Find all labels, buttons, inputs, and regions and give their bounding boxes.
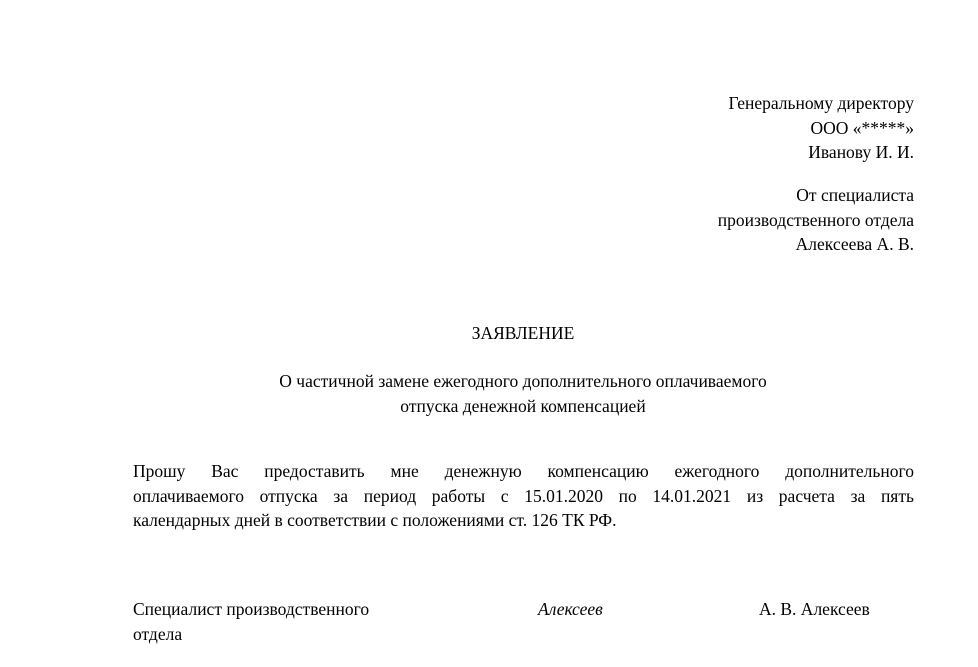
handwritten-signature: Алексеев <box>538 599 603 619</box>
addressee-company: ООО «*****» <box>810 117 914 138</box>
subject-block <box>0 369 978 418</box>
sender-position: От специалиста <box>796 185 914 205</box>
body-line-3: календарных дней в соответствии с положениями ст. 126 ТК РФ. <box>133 510 617 530</box>
signer-name: А. В. Алексеев <box>759 599 870 619</box>
signature-row <box>133 597 914 657</box>
addressee-block <box>728 91 914 165</box>
body-line-1: Прошу Вас предоставить мне денежную компенсацию ежегодного дополнительного <box>133 461 914 481</box>
sender-block <box>718 183 914 257</box>
body-line-2: оплачиваемого отпуска за период работы с 15.01.2020 по 14.01.2021 из расчета за пять <box>133 485 914 506</box>
subject-line-2: отпуска денежной компенсацией <box>400 395 646 416</box>
signer-position <box>133 597 369 646</box>
addressee-name: Иванову И. И. <box>808 142 914 162</box>
addressee-position: Генеральному директору <box>728 93 914 113</box>
sender-name: Алексеева А. В. <box>795 234 914 254</box>
signer-position-line-1: Специалист производственного <box>133 599 370 619</box>
body-paragraph <box>133 459 914 533</box>
document-title: ЗАЯВЛЕНИЕ <box>471 323 575 343</box>
sender-department: производственного отдела <box>717 209 914 230</box>
signer-position-line-2: отдела <box>133 623 183 644</box>
subject-line-1: О частичной замене ежегодного дополнительного оплачиваемого <box>279 371 767 391</box>
